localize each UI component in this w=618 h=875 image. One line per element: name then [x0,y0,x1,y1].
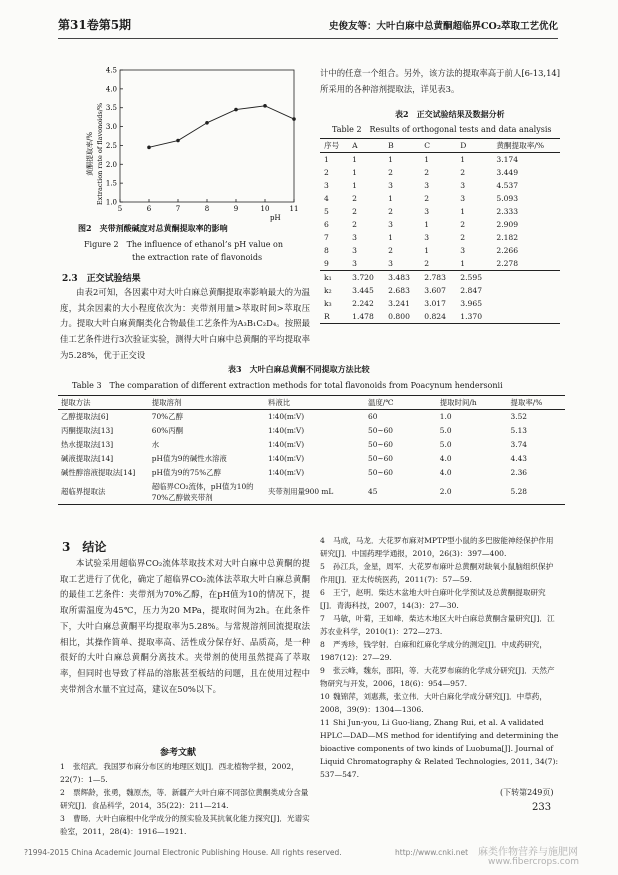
table-cell: 1∶40(m∶V) [268,412,305,422]
plot-frame [120,70,294,202]
table-cell: 50~60 [368,468,394,477]
table-cell: 1 [460,155,466,164]
x-tick-label: 10 [260,205,270,213]
table-cell: 1 [424,246,430,255]
table-stat-row [320,271,560,285]
references-right [320,534,560,781]
table-cell: 1 [324,155,329,164]
table-2-header-row [320,139,560,153]
y-axis-label-cn: 黄酮提取率/% [86,131,94,177]
data-point [205,121,209,125]
table-2-header: B [388,141,394,150]
table-stat-row [320,284,560,297]
table-cell: 1 [388,233,394,242]
table-cell: 2.595 [460,273,483,282]
table-stat-row [320,310,560,324]
table-cell: 3.445 [352,286,374,295]
table-cell: 1 [388,155,394,164]
copyright-notice: ?1994-2015 China Academic Journal Electronic Publishing House. All rights reserved. [24,848,342,857]
journal-volume: 第31卷第5期 [58,18,132,32]
table-2-header: C [424,141,431,150]
table-cell: 3.483 [388,273,410,282]
table-2 [320,138,560,324]
data-point [234,108,238,112]
table-cell: 3.965 [460,299,483,308]
reference-item [320,586,560,612]
table-3 [58,395,565,505]
section-2-3-title: 2.3 正交试验结果 [62,274,141,284]
table-cell: 3 [388,220,394,229]
table-3-header: 提取溶剂 [151,398,182,407]
table-cell: 2 [424,259,430,268]
y-tick-label: 1.0 [105,198,117,207]
table-cell: 6 [324,220,329,229]
table-row [320,153,560,167]
reference-item [320,664,560,690]
table-cell: 2 [324,168,329,177]
table-cell: 4.537 [496,181,519,190]
table-cell: 60 [368,412,378,422]
table-cell: 7 [324,233,329,242]
data-point [147,146,151,150]
table-2-caption-cn: 表2 正交试验结果及数据分析 [395,109,505,119]
y-tick-label: 4.0 [105,85,117,94]
table-cell-empty [492,297,560,310]
table-cell: 2.333 [496,207,519,216]
reference-text: 马成，马龙．大花罗布麻对MPTP型小鼠的多巴胺能神经保护作用研究[J]．中国药理学通报，2010，26(3)：397—400. [320,536,554,558]
table-cell: 5 [324,207,329,216]
table-cell: 2 [352,194,357,203]
table-cell: 3 [388,259,394,268]
table-2-header: A [352,141,358,150]
table-cell: 超临界提取法 [61,487,106,496]
table-cell: 2 [424,168,430,177]
data-point [263,104,267,108]
table-cell: k₁ [324,273,332,282]
reference-item [320,716,560,781]
reference-item [320,560,560,586]
table-cell: 70%乙醇 [151,412,183,422]
right-top-paragraph: 计中的任意一个组合。另外，该方法的提取率高于前人[6-13,14]所采用的各种溶剂提取法，详见表3。 [320,68,560,94]
table-cell: 2 [388,207,394,216]
table-row [320,205,560,218]
table-row [58,452,565,466]
table-2-caption-en: Table 2 Results of orthogonal tests and data analysis [332,125,552,134]
reference-item [60,786,310,812]
figure-2 [62,62,312,227]
references-title: 参考文献 [160,748,197,758]
table-cell: 3.449 [496,168,519,177]
table-cell: 1∶40(m∶V) [268,426,305,435]
table-cell: 2 [388,246,394,255]
table-cell: 0.800 [388,312,410,321]
table-cell: pH值为9的碱性水溶液 [151,454,227,463]
table-cell: 2.909 [496,220,519,229]
data-point [176,139,180,143]
table-cell: 2.242 [352,299,374,308]
table-cell: 1 [388,194,394,203]
x-tick-label: 9 [233,205,239,213]
table-row [58,466,565,480]
table-cell: 热水提取法[13] [61,440,114,449]
y-tick-label: 3.0 [105,123,117,132]
section-2-3-paragraph: 由表2可知，各因素中对大叶白麻总黄酮提取率影响最大的为温度，其余因素的大小程度依次为：夹带剂用量>萃取时间>萃取压力。提取大叶白麻黄酮类化合物最佳工艺条件为A₃B₁C₂D₄。按照最佳工艺条件进行3次验证实验，测得大叶白麻中总黄酮的平均提取率为5.28%，优于正交设 [60,287,310,360]
table-cell: 2 [352,207,357,216]
table-cell: 丙酮提取法[13] [61,426,114,435]
cnki-link[interactable]: http://www.cnki.net [395,848,469,857]
table-cell: 碱液提取法[14] [61,454,114,463]
table-cell: 50~60 [368,454,394,463]
table-cell: 50~60 [368,426,394,435]
table-row [320,179,560,192]
table-cell-empty [492,271,560,285]
reference-item [320,534,560,560]
table-cell: 3 [424,233,430,242]
x-axis-label: pH [270,214,281,222]
table-cell: 3.74 [510,440,528,449]
table-cell: 碱性醇溶液提取法[14] [61,468,136,477]
reference-text: 票辉龄，张勇，魏原杰，等．新疆产大叶白麻不同部位黄酮类成分含量研究[J]．食品科学，2014，35(22)：211—214. [60,788,309,810]
table-cell: 水 [151,440,160,449]
conclusion-paragraph: 本试验采用超临界CO₂流体萃取技术对大叶白麻中总黄酮的提取工艺进行了优化，确定了超临界CO₂流体法萃取大叶白麻总黄酮的最佳工艺条件：夹带剂为70%乙醇，在pH值为10的情况下，提取所需温度为45℃，压力为20 MPa，提取时间为2h。在此条件下，大叶白麻总黄酮平均提取率为5.28%。与常规溶剂回流提取法相比，其操作简单、提取率高、活性成分保存好、品质高，是一种很好的大叶白麻总黄酮分离技术。夹带剂的使用虽然提高了萃取率，但同时也导致了样品的溶胀甚至板结的问题，且在使用过程中夹带剂含水量不宜过高，建议在50%以下。 [60,558,310,694]
y-tick-label: 3.5 [105,104,117,113]
table-cell: 9 [324,259,329,268]
table-row [58,424,565,438]
table-cell-empty [492,284,560,297]
reference-text: 张云峰，魏东，邵阳，等．大花罗布麻的化学成分研究[J]．天然产物研究与开发，2006，18(6)：954—957. [320,666,555,688]
table-cell: 5.28 [510,487,528,496]
table-row [58,410,565,424]
table-3-header: 温度/℃ [368,398,394,407]
y-tick-label: 2.5 [105,141,117,150]
table-cell: 3 [424,181,430,190]
watermark-url: www.fibercrops.com [488,857,579,867]
table-cell: 1.370 [460,312,483,321]
table-cell: 3.720 [352,273,374,282]
table-cell-empty [492,310,560,324]
table-row [320,244,560,257]
table-cell: 3.241 [388,299,410,308]
table-cell: 3 [388,181,394,190]
reference-number: 1 [60,762,65,771]
table-cell: 2.182 [496,233,519,242]
figure-2-caption-en-2: the extraction rate of flavonoids [132,253,263,262]
table-cell: 5.0 [439,440,452,449]
table-cell: 2.847 [460,286,483,295]
reference-text: 严秀珍，钱学射．白麻和红麻化学成分的测定[J]．中成药研究，1987(12)：27—29. [320,640,547,662]
page-header [58,10,558,39]
reference-number: 9 [320,666,325,675]
table-cell: 8 [324,246,329,255]
reference-item [320,638,560,664]
reference-number: 7 [320,614,325,623]
table-cell: 3.52 [510,412,528,422]
references-left [60,760,310,838]
table-cell: 4.0 [439,454,452,463]
conclusion-title: 3 结论 [62,540,107,554]
table-cell: 1 [352,168,357,177]
reference-item [320,690,560,716]
table-cell: 2 [460,233,466,242]
table-cell: 2.36 [510,468,528,477]
table-cell: k₃ [324,299,332,308]
table-3-caption-cn: 表3 大叶白麻总黄酮不同提取方法比较 [228,364,370,374]
table-cell: 3.174 [496,155,519,164]
table-cell: 1∶40(m∶V) [268,454,305,463]
reference-number: 11 [320,718,330,727]
reference-item [320,612,560,638]
table-cell: 3.607 [424,286,446,295]
table-3-header-row [58,396,565,410]
reference-text: Shi Jun-you, Li Guo-liang, Zhang Rui, et al. A validated HPLC—DAD—MS method for identifying and determining the bioactive components of two kinds of Luobuma[J]. Journal of Liquid Chromatography & Related Technologies, 2011, 34(7): 537—547. [320,718,559,779]
reference-text: 马敏，叶菊，王如峰．柴达木地区大叶白麻总黄酮含量研究[J]．江苏农业科学，2010(1)：272—273. [320,614,555,636]
table-cell: 1 [460,259,466,268]
y-tick-label: 2.0 [105,160,117,169]
table-cell: 1.0 [439,412,452,422]
table-cell: 1 [352,155,357,164]
table-cell: 5.13 [510,426,528,435]
table-cell: 3 [352,246,357,255]
table-cell: 1.478 [352,312,374,321]
reference-text: 孙江兵，金星，周军．大花罗布麻叶总黄酮对缺氧小鼠脑组织保护作用[J]．亚太传统医药，2011(7)：57—59. [320,562,554,584]
table-cell: 2 [388,168,394,177]
table-cell: 2 [352,220,357,229]
reference-number: 8 [320,640,325,649]
reference-number: 6 [320,588,325,597]
reference-text: 魏锦萍，刘惠燕，张立伟．大叶白麻化学成分研究[J]．中草药，2008，39(9)：1304—1306. [320,692,547,714]
table-row [320,218,560,231]
table-cell: 1∶40(m∶V) [268,468,305,477]
table-row [58,480,565,505]
reference-number: 10 [320,692,330,701]
table-cell: 4 [324,194,329,203]
table-cell: 1 [424,155,430,164]
table-cell: 3 [352,259,357,268]
table-stat-row [320,297,560,310]
table-cell: 2.266 [496,246,519,255]
table-cell: 乙醇提取法[6] [61,412,109,422]
x-tick-label: 7 [175,205,181,213]
table-cell: 2 [424,194,430,203]
continued-note: (下转第249页) [500,788,554,797]
table-cell: 45 [368,487,378,496]
table-cell: 4.0 [439,468,452,477]
x-tick-label: 8 [204,205,210,213]
table-cell: 5.0 [439,426,452,435]
table-cell: 2 [460,168,466,177]
figure-2-caption-cn: 图2 夹带剂酸碱度对总黄酮提取率的影响 [78,223,228,233]
table-row [320,231,560,244]
x-tick-label: 6 [146,205,152,213]
table-cell: pH值为9的75%乙醇 [151,468,222,477]
series-line [149,106,294,147]
watermark-text: 麻类作物营养与施肥网 [478,847,578,858]
table-cell: 3 [460,246,466,255]
table-cell: 1∶40(m∶V) [268,440,305,449]
reference-text: 张绍武．我国罗布麻分布区的地理区划[J]．西北植物学报，2002，22(7)：1—5. [60,762,299,784]
table-cell: 3 [324,181,329,190]
table-cell: 2.278 [496,259,519,268]
table-cell: 3 [352,233,357,242]
table-cell: 夹带剂用量900 mL [268,487,334,496]
table-3-header: 提取率/% [510,398,543,407]
table-cell: R [324,312,330,321]
table-cell: 1 [352,181,357,190]
reference-item [60,812,310,838]
table-2-header: 序号 [324,141,340,150]
table-cell: 5.093 [496,194,519,203]
table-cell: 1 [460,207,466,216]
reference-item [60,760,310,786]
table-cell: 2 [460,220,466,229]
reference-number: 3 [60,814,65,823]
table-cell: 3 [460,194,466,203]
table-cell: 4.43 [510,454,528,463]
running-title: 史俊友等：大叶白麻中总黄酮超临界CO₂萃取工艺优化 [329,21,558,32]
table-cell: 60%丙酮 [151,426,183,435]
table-cell: k₂ [324,286,332,295]
table-cell: 2.0 [439,487,452,496]
y-tick-label: 1.5 [105,179,117,188]
table-cell: 0.824 [424,312,446,321]
figure-2-chart [62,62,312,227]
table-cell: 2.783 [424,273,446,282]
reference-text: 曹旸．大叶白麻根中化学成分的预实验及其抗氧化能力探究[J]．光谱实验室，2011，28(4)：1916—1921. [60,814,310,836]
table-2-header: 黄酮提取率/% [496,141,545,150]
table-2-header: D [460,141,467,150]
table-3-header: 提取时间/h [439,398,477,407]
table-row [320,166,560,179]
table-cell: 3.017 [424,299,446,308]
table-3-caption-en: Table 3 The comparation of different extraction methods for total flavonoids from Poacynum hendersonii [72,381,503,390]
table-cell: 50~60 [368,440,394,449]
table-3-header: 提取方法 [61,398,91,407]
page-number: 233 [532,802,552,813]
reference-text: 王宁，赵明．柴达木盆地大叶白麻叶化学预试及总黄酮提取研究[J]．青海科技，2007，14(3)：27—30. [320,588,546,610]
table-cell: 2.683 [388,286,410,295]
reference-number: 4 [320,536,325,545]
y-axis-label-en: Extraction rate of flavonoids/% [96,102,104,206]
table-row [58,438,565,452]
figure-2-caption-en-1: Figure 2 The influence of ethanol’s pH value on [84,240,283,249]
table-cell: 1 [424,220,430,229]
x-tick-label: 11 [289,205,299,213]
table-row [320,257,560,271]
table-3-header: 料液比 [268,398,291,407]
y-tick-label: 4.5 [105,66,117,75]
table-row [320,192,560,205]
reference-number: 5 [320,562,325,571]
x-tick-label: 5 [117,205,123,213]
table-cell: 3 [424,207,430,216]
table-cell: 超临界CO₂流体，pH值为10的70%乙醇做夹带剂 [151,481,254,502]
data-point [292,117,296,121]
reference-number: 2 [60,788,65,797]
table-cell: 3 [460,181,466,190]
